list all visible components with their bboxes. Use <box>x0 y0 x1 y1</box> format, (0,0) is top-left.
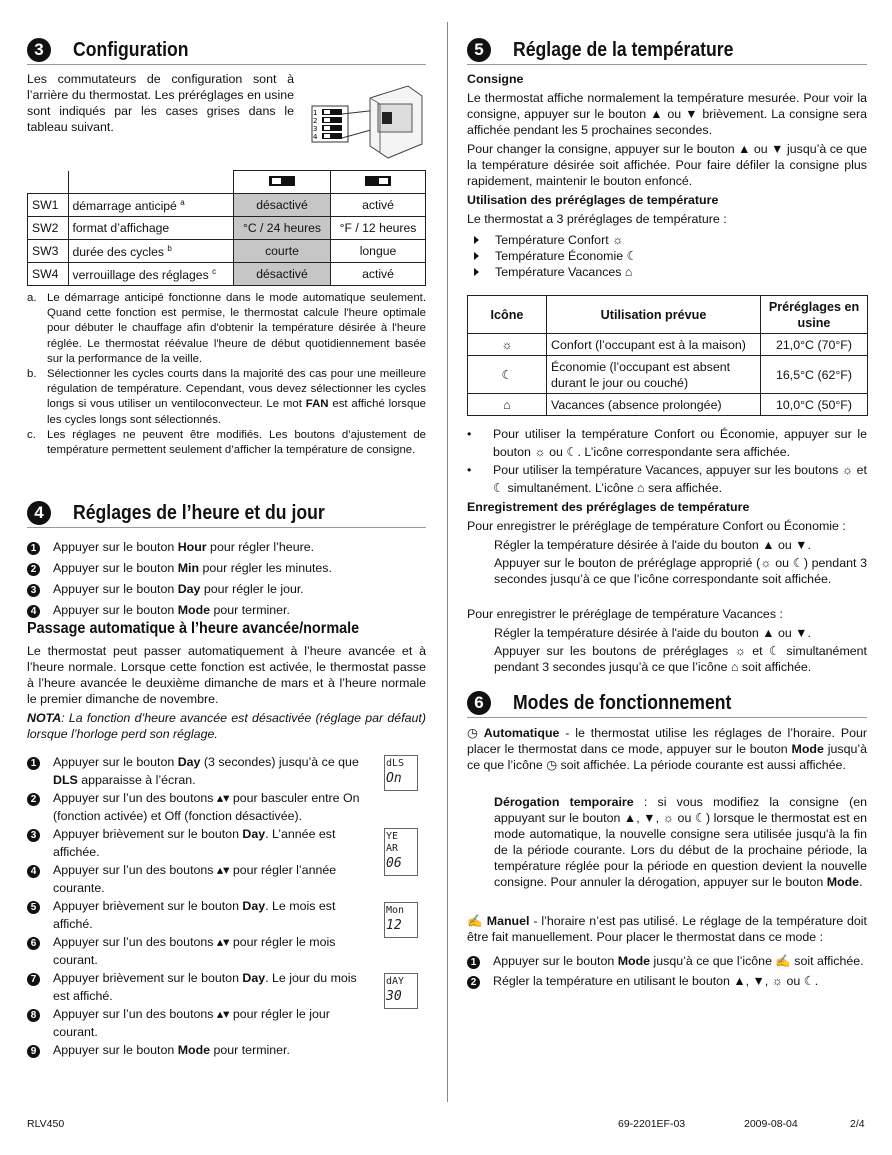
dst-paragraph: Le thermostat peut passer automatiquement à l’heure avancée et à l’heure normale. Lorsque cette fonction est activée, le thermostat passe à l’heure avancée le deuxième dimanche de mars et à l’heure normale le premier dimanche de novembre. <box>27 644 426 706</box>
save-p4: Pour enregistrer le préréglage de température Confort ou Économie : <box>467 519 846 533</box>
section-title: Réglage de la température <box>513 38 734 61</box>
position-on-header <box>331 171 426 194</box>
lcd-display-year: YE AR 06 <box>384 828 418 876</box>
configuration-table <box>27 170 426 286</box>
footer-model: RLV450 <box>27 1118 65 1130</box>
table-header: Préréglages en usine <box>761 296 868 334</box>
switch-number-4: 4 <box>313 133 318 141</box>
position-off-header <box>234 171 331 194</box>
switch-number-3: 3 <box>313 125 318 133</box>
list-item: • Pour utiliser la température Vacances, appuyer sur les boutons ☼ et ☾ simultanément. L’icône ⌂ sera affichée. <box>467 463 867 495</box>
section-modes <box>467 689 867 718</box>
step: 4 Appuyer sur le bouton Mode pour terminer. <box>27 600 426 621</box>
step: 5 Appuyer brièvement sur le bouton Day. Le mois est affiché. <box>27 897 367 933</box>
table-row <box>28 217 426 240</box>
list-item: • Pour utiliser la température Confort ou Économie, appuyer sur le bouton ☼ ou ☾. L’icône correspondante sera affichée. <box>467 427 867 459</box>
dst-note: NOTA: La fonction d’heure avancée est désactivée (réglage par défaut) lorsque l’horloge perd son réglage. <box>27 711 426 741</box>
step: 6 Appuyer sur l’un des boutons ▴▾ pour régler le mois courant. <box>27 933 367 969</box>
section-number: 3 <box>27 38 51 62</box>
step: 1 Appuyer sur le bouton Day (3 secondes) jusqu’à ce que DLS apparaisse à l’écran. <box>27 753 367 789</box>
clock-icon: ◷ <box>467 726 484 740</box>
section-header <box>467 36 867 65</box>
consigne-p1: Le thermostat affiche normalement la température mesurée. Pour voir la consigne, appuyer sur le bouton ▲ ou ▼ brièvement. La consigne sera affichée pendant les 5 prochaines secondes. <box>467 91 867 137</box>
lcd-display-dls: dLS On <box>384 755 418 791</box>
section-time-day <box>27 499 426 528</box>
step: 8 Appuyer sur l’un des boutons ▴▾ pour régler le jour courant. <box>27 1005 367 1041</box>
step: 1 Appuyer sur le bouton Hour pour régler l’heure. <box>27 537 426 558</box>
table-cell: Économie (l’occupant est absent durant le jour ou couché) <box>547 356 761 394</box>
table-row <box>468 356 868 394</box>
section-configuration <box>27 36 426 65</box>
section-title: Réglages de l’heure et du jour <box>73 501 325 524</box>
moon-icon: ☾ <box>468 356 547 394</box>
hand-icon: ✍ <box>467 914 487 928</box>
section-header <box>27 36 426 65</box>
factory-value: désactivé <box>234 194 331 217</box>
step: 3 Appuyer brièvement sur le bouton Day. L’année est affichée. <box>27 825 367 861</box>
section-title: Configuration <box>73 38 189 61</box>
alt-value: longue <box>331 240 426 263</box>
footnote: c. Les réglages ne peuvent être modifiés. Les boutons d’ajustement de température permettent seulement d’afficher la température de consigne. <box>27 428 426 457</box>
footnote: a. Le démarrage anticipé fonctionne dans le mode automatique seulement. Quand cette fonction est permise, le thermostat calcule l'heure optimale pour débuter le chauffage afin d'obtenir la température désirée à l'heure réglée. Le thermostat réévalue l'heure de début quotidiennement basée sur la performance de la veille. <box>27 292 426 365</box>
table-row <box>28 240 426 263</box>
table-header: Utilisation prévue <box>547 296 761 334</box>
presets-table <box>467 295 868 416</box>
list-item: Température Confort ☼ <box>474 232 638 248</box>
section-header <box>467 689 867 718</box>
table-cell: Confort (l’occupant est à la maison) <box>547 334 761 356</box>
config-intro: Les commutateurs de configuration sont à l’arrière du thermostat. Les préréglages en usine sont indiqués par les cases grises dans le tableau suivant. <box>27 72 294 134</box>
save-p5b: Appuyer sur les boutons de préréglages ☼ et ☾ simultanément pendant 3 secondes jusqu’à ce que l’icône ⌂ soit affichée. <box>494 644 867 674</box>
auto-mode-text: ◷ Automatique - le thermostat utilise les réglages de l’horaire. Pour placer le thermostat dans ce mode, appuyer sur le bouton Mode jusqu’à ce que l’icône ◷ soit affichée. La période courante est aussi affichée. <box>467 726 867 772</box>
table-row <box>468 394 868 416</box>
presets-list <box>474 232 638 280</box>
switch-id: SW1 <box>28 194 69 217</box>
factory-value: courte <box>234 240 331 263</box>
switch-function: verrouillage des réglages $^c$ <box>68 263 234 286</box>
presets-intro: Le thermostat a 3 préréglages de température : <box>467 212 727 226</box>
table-cell: Vacances (absence prolongée) <box>547 394 761 416</box>
step: 9 Appuyer sur le bouton Mode pour terminer. <box>27 1041 367 1059</box>
switch-function: durée des cycles $^b$ <box>68 240 234 263</box>
table-cell: 16,5°C (62°F) <box>761 356 868 394</box>
step: 2 Appuyer sur le bouton Min pour régler les minutes. <box>27 558 426 579</box>
save-p4b: Appuyer sur le bouton de préréglage approprié (☼ ou ☾) pendant 3 secondes jusqu’à ce que l’icône correspondante soit affichée. <box>494 556 867 586</box>
consigne-heading: Consigne <box>467 72 524 86</box>
step: 4 Appuyer sur l’un des boutons ▴▾ pour régler l’année courante. <box>27 861 367 897</box>
footer-doc-number: 69-2201EF-03 <box>618 1118 686 1130</box>
manual-steps <box>467 952 867 990</box>
table-row <box>468 334 868 356</box>
step: 2 Appuyer sur l’un des boutons ▴▾ pour basculer entre On (fonction activée) et Off (fonction désactivée). <box>27 789 367 825</box>
step: 3 Appuyer sur le bouton Day pour régler le jour. <box>27 579 426 600</box>
usage-bullets <box>467 425 867 497</box>
footer-page: 2/4 <box>850 1118 865 1130</box>
factory-value: °C / 24 heures <box>234 217 331 240</box>
switch-function: démarrage anticipé $^a$ <box>68 194 234 217</box>
switch-number-2: 2 <box>313 117 318 125</box>
table-row <box>28 194 426 217</box>
dst-steps <box>27 753 367 1059</box>
section-title: Modes de fonctionnement <box>513 691 732 714</box>
thermostat-back-illustration <box>310 78 425 160</box>
override-text: Dérogation temporaire : si vous modifiez la consigne (en appuyant sur le bouton ▲, ▼, ☼ ou ☾) lorsque le thermostat est en mode automatique, la nouvelle consigne sera utilisée jusqu'à la fin de la période courante. Lors du début de la prochaine période, la température réglée pour la période en question devient la nouvelle consigne. Pour annuler la dérogation, appuyer sur le bouton Mode. <box>494 795 867 889</box>
list-item: Température Économie ☾ <box>474 248 638 264</box>
alt-value: activé <box>331 263 426 286</box>
switch-on-icon <box>365 176 391 186</box>
save-p5a: Régler la température désirée à l'aide du bouton ▲ ou ▼. <box>494 626 811 640</box>
presets-heading: Utilisation des préréglages de température <box>467 193 719 207</box>
section-number: 4 <box>27 501 51 525</box>
save-heading: Enregistrement des préréglages de température <box>467 500 750 514</box>
alt-value: °F / 12 heures <box>331 217 426 240</box>
manual-mode-text: ✍ Manuel - l’horaire n’est pas utilisé. Le réglage de la température doit être fait manuellement. Pour placer le thermostat dans ce mode : <box>467 914 867 944</box>
switch-number-1: 1 <box>313 109 318 117</box>
table-header: Icône <box>468 296 547 334</box>
alt-value: activé <box>331 194 426 217</box>
switch-off-icon <box>269 176 295 186</box>
column-divider <box>447 22 448 1102</box>
time-steps <box>27 537 426 621</box>
switch-function: format d’affichage <box>68 217 234 240</box>
lcd-display-day: dAY 30 <box>384 973 418 1009</box>
save-p5: Pour enregistrer le préréglage de température Vacances : <box>467 607 783 621</box>
switch-id: SW2 <box>28 217 69 240</box>
section-temperature <box>467 36 867 65</box>
factory-value: désactivé <box>234 263 331 286</box>
table-cell: 10,0°C (50°F) <box>761 394 868 416</box>
sun-icon: ☼ <box>468 334 547 356</box>
section-header <box>27 499 426 528</box>
step: 7 Appuyer brièvement sur le bouton Day. Le jour du mois est affiché. <box>27 969 367 1005</box>
lcd-display-month: Mon 12 <box>384 902 418 938</box>
footer-date: 2009-08-04 <box>744 1118 798 1130</box>
step: 2 Régler la température en utilisant le bouton ▲, ▼, ☼ ou ☾. <box>467 972 867 990</box>
section-number: 5 <box>467 38 491 62</box>
footnotes <box>27 291 426 458</box>
consigne-p2: Pour changer la consigne, appuyer sur le bouton ▲ ou ▼ jusqu’à ce que la température désirée soit affichée. Pour faire défiler la consigne plus rapidement, maintenir le bouton enfoncé. <box>467 142 867 188</box>
table-cell: 21,0°C (70°F) <box>761 334 868 356</box>
dst-subtitle: Passage automatique à l’heure avancée/normale <box>27 620 360 637</box>
table-row <box>28 263 426 286</box>
footnote: b. Sélectionner les cycles courts dans la majorité des cas pour une meilleure régulation de température. Cependant, vous devez sélectionner les cycles longs si vous utiliser un ventiloconvecteur. Le mot FAN est affiché lorsque les cycles longs sont sélectionnés. <box>27 368 426 426</box>
switch-id: SW3 <box>28 240 69 263</box>
house-icon: ⌂ <box>468 394 547 416</box>
step: 1 Appuyer sur le bouton Mode jusqu’à ce que l’icône ✍ soit affichée. <box>467 952 867 970</box>
save-p4a: Régler la température désirée à l'aide du bouton ▲ ou ▼. <box>494 538 811 552</box>
list-item: Température Vacances ⌂ <box>474 264 638 280</box>
section-number: 6 <box>467 691 491 715</box>
switch-id: SW4 <box>28 263 69 286</box>
